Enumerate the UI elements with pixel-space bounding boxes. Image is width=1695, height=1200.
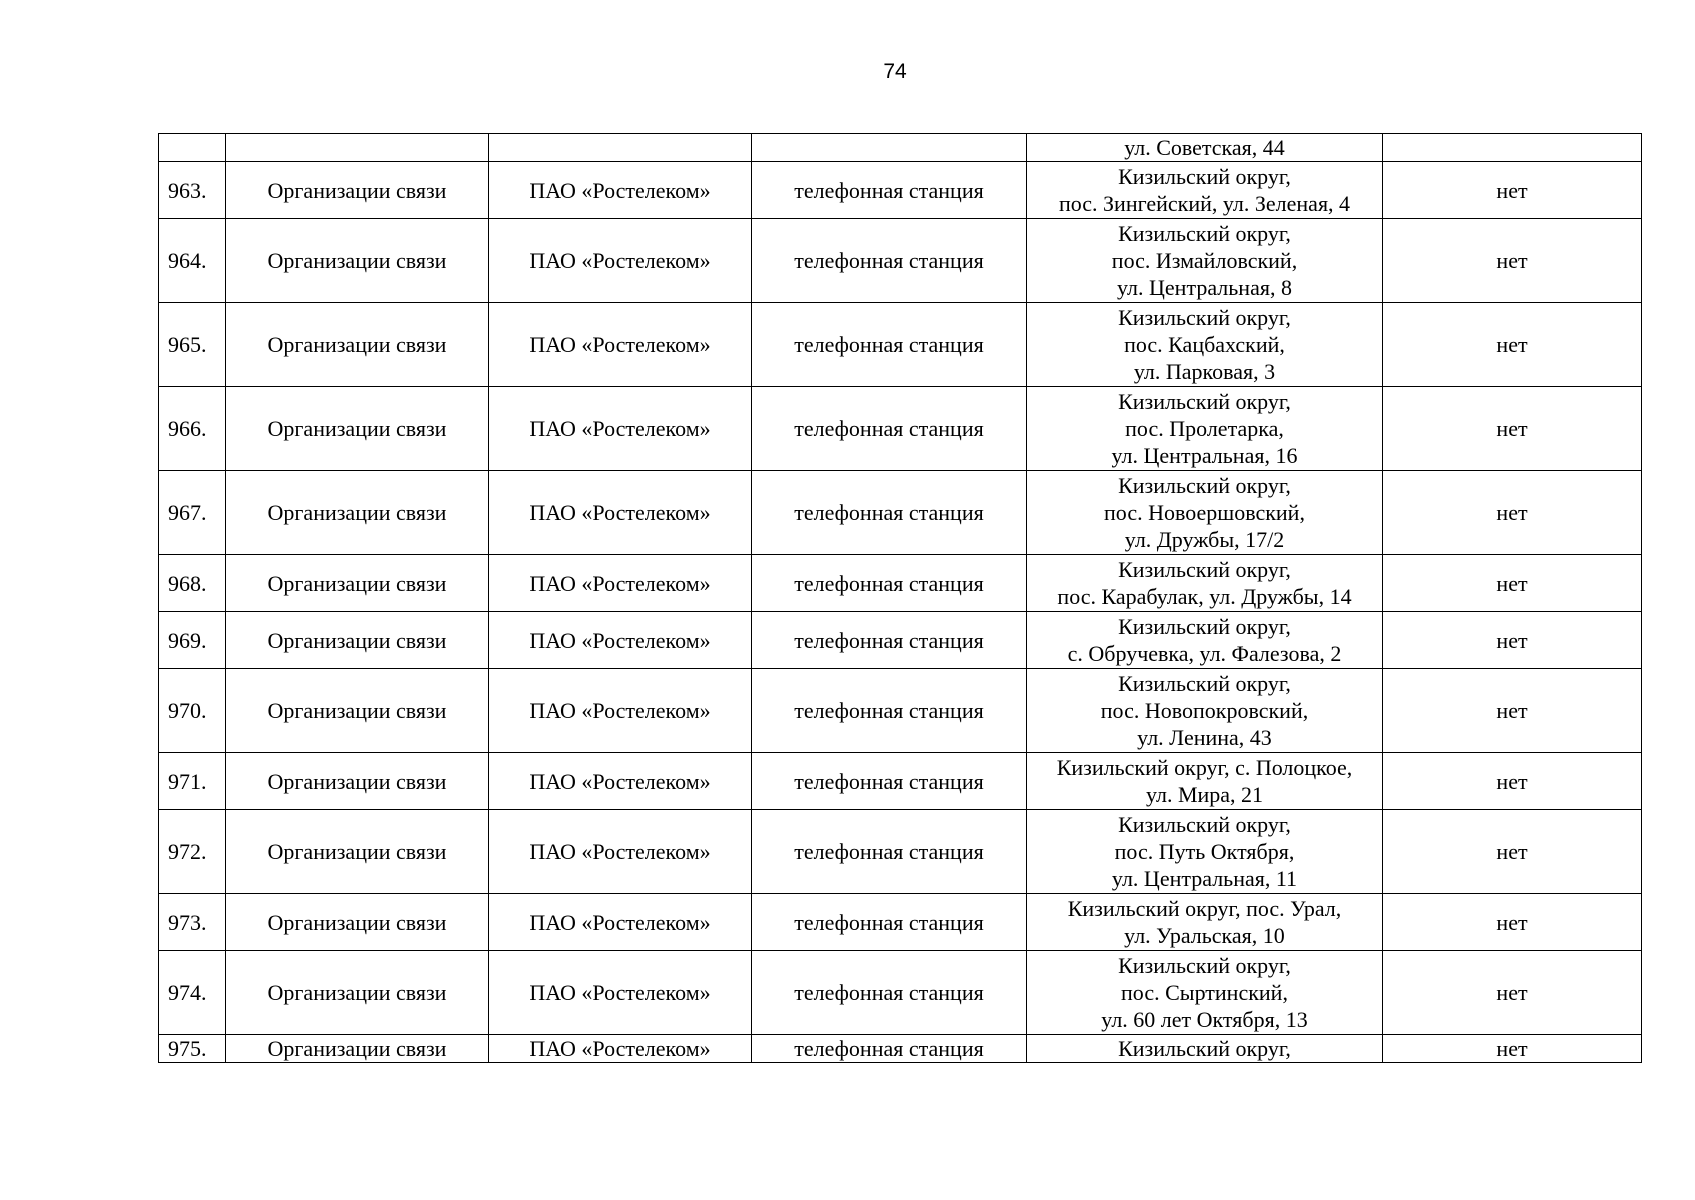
cell-note: нет — [1383, 1035, 1642, 1063]
cell-address: Кизильский округ, пос. Пролетарка, ул. Центральная, 16 — [1027, 387, 1383, 471]
cell-object: телефонная станция — [752, 1035, 1027, 1063]
cell-object: телефонная станция — [752, 387, 1027, 471]
cell-number: 972. — [159, 810, 226, 894]
cell-category: Организации связи — [226, 387, 489, 471]
cell-number: 969. — [159, 612, 226, 669]
cell-address: Кизильский округ, пос. Карабулак, ул. Дружбы, 14 — [1027, 555, 1383, 612]
cell-organization: ПАО «Ростелеком» — [489, 162, 752, 219]
cell-object: телефонная станция — [752, 303, 1027, 387]
cell-address: Кизильский округ, пос. Кацбахский, ул. Парковая, 3 — [1027, 303, 1383, 387]
table-row-continuation — [159, 134, 1642, 162]
cell-organization: ПАО «Ростелеком» — [489, 387, 752, 471]
cell-note: нет — [1383, 894, 1642, 951]
cell-organization: ПАО «Ростелеком» — [489, 612, 752, 669]
cell-object: телефонная станция — [752, 162, 1027, 219]
cell-organization — [489, 134, 752, 162]
cell-number: 964. — [159, 219, 226, 303]
cell-object: телефонная станция — [752, 555, 1027, 612]
cell-number: 971. — [159, 753, 226, 810]
cell-category: Организации связи — [226, 669, 489, 753]
cell-organization: ПАО «Ростелеком» — [489, 951, 752, 1035]
cell-object: телефонная станция — [752, 669, 1027, 753]
cell-organization: ПАО «Ростелеком» — [489, 219, 752, 303]
table-row — [159, 753, 1642, 810]
table-row — [159, 669, 1642, 753]
cell-organization: ПАО «Ростелеком» — [489, 753, 752, 810]
cell-number: 963. — [159, 162, 226, 219]
cell-object: телефонная станция — [752, 894, 1027, 951]
cell-note: нет — [1383, 555, 1642, 612]
cell-number: 966. — [159, 387, 226, 471]
cell-address: Кизильский округ, пос. Зингейский, ул. Зеленая, 4 — [1027, 162, 1383, 219]
cell-address: Кизильский округ, пос. Урал, ул. Уральская, 10 — [1027, 894, 1383, 951]
cell-object — [752, 134, 1027, 162]
page-number: 74 — [883, 60, 907, 83]
cell-number: 965. — [159, 303, 226, 387]
table-row — [159, 219, 1642, 303]
cell-category: Организации связи — [226, 162, 489, 219]
cell-number: 967. — [159, 471, 226, 555]
table-row — [159, 387, 1642, 471]
cell-category: Организации связи — [226, 894, 489, 951]
cell-category: Организации связи — [226, 951, 489, 1035]
cell-object: телефонная станция — [752, 471, 1027, 555]
table-row — [159, 612, 1642, 669]
cell-category: Организации связи — [226, 471, 489, 555]
cell-note: нет — [1383, 612, 1642, 669]
cell-organization: ПАО «Ростелеком» — [489, 555, 752, 612]
table-body — [159, 134, 1642, 1063]
cell-note: нет — [1383, 219, 1642, 303]
cell-category: Организации связи — [226, 810, 489, 894]
cell-note: нет — [1383, 162, 1642, 219]
table-row — [159, 894, 1642, 951]
cell-address: Кизильский округ, пос. Новопокровский, ул. Ленина, 43 — [1027, 669, 1383, 753]
cell-number: 970. — [159, 669, 226, 753]
cell-category: Организации связи — [226, 612, 489, 669]
cell-object: телефонная станция — [752, 951, 1027, 1035]
cell-category: Организации связи — [226, 219, 489, 303]
cell-address: Кизильский округ, пос. Новоершовский, ул. Дружбы, 17/2 — [1027, 471, 1383, 555]
cell-number: 975. — [159, 1035, 226, 1063]
cell-category: Организации связи — [226, 555, 489, 612]
cell-category — [226, 134, 489, 162]
cell-address: Кизильский округ, пос. Измайловский, ул. Центральная, 8 — [1027, 219, 1383, 303]
cell-organization: ПАО «Ростелеком» — [489, 1035, 752, 1063]
cell-organization: ПАО «Ростелеком» — [489, 669, 752, 753]
cell-organization: ПАО «Ростелеком» — [489, 894, 752, 951]
cell-object: телефонная станция — [752, 612, 1027, 669]
table-row — [159, 303, 1642, 387]
table-row — [159, 810, 1642, 894]
cell-note: нет — [1383, 753, 1642, 810]
cell-note — [1383, 134, 1642, 162]
cell-note: нет — [1383, 303, 1642, 387]
cell-category: Организации связи — [226, 753, 489, 810]
table-row — [159, 1035, 1642, 1063]
cell-number — [159, 134, 226, 162]
cell-note: нет — [1383, 951, 1642, 1035]
cell-note: нет — [1383, 669, 1642, 753]
cell-address: Кизильский округ, — [1027, 1035, 1383, 1063]
cell-address: ул. Советская, 44 — [1027, 134, 1383, 162]
cell-note: нет — [1383, 810, 1642, 894]
cell-address: Кизильский округ, с. Полоцкое, ул. Мира, 21 — [1027, 753, 1383, 810]
cell-object: телефонная станция — [752, 810, 1027, 894]
cell-address: Кизильский округ, пос. Сыртинский, ул. 60 лет Октября, 13 — [1027, 951, 1383, 1035]
cell-object: телефонная станция — [752, 753, 1027, 810]
cell-object: телефонная станция — [752, 219, 1027, 303]
cell-note: нет — [1383, 387, 1642, 471]
cell-category: Организации связи — [226, 1035, 489, 1063]
cell-address: Кизильский округ, пос. Путь Октября, ул. Центральная, 11 — [1027, 810, 1383, 894]
table-row — [159, 951, 1642, 1035]
cell-number: 974. — [159, 951, 226, 1035]
cell-organization: ПАО «Ростелеком» — [489, 471, 752, 555]
table-row — [159, 162, 1642, 219]
registry-table — [158, 133, 1642, 1063]
cell-organization: ПАО «Ростелеком» — [489, 303, 752, 387]
cell-number: 968. — [159, 555, 226, 612]
table-row — [159, 471, 1642, 555]
table-row — [159, 555, 1642, 612]
cell-category: Организации связи — [226, 303, 489, 387]
cell-address: Кизильский округ, с. Обручевка, ул. Фалезова, 2 — [1027, 612, 1383, 669]
cell-number: 973. — [159, 894, 226, 951]
cell-organization: ПАО «Ростелеком» — [489, 810, 752, 894]
cell-note: нет — [1383, 471, 1642, 555]
